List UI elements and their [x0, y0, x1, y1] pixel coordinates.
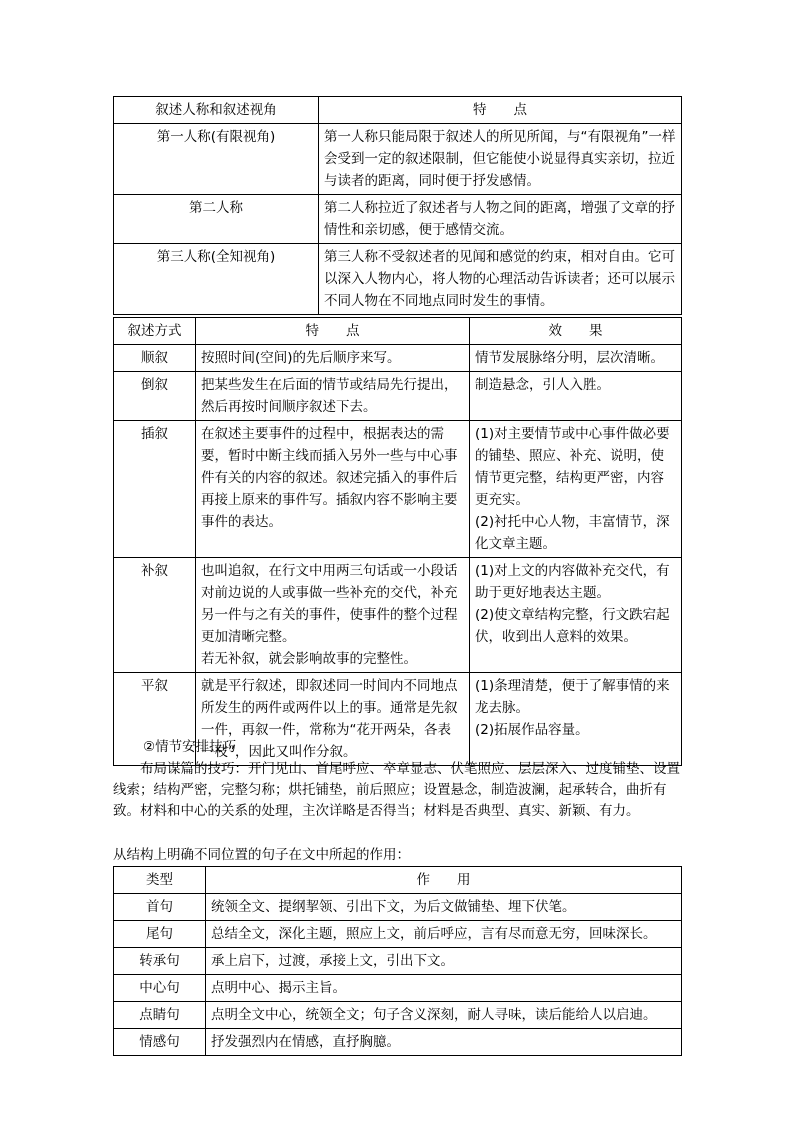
method-effect: [470, 673, 682, 766]
row-label: 中心句: [114, 975, 206, 1002]
effect-line: (1)条理清楚，便于了解事情的来龙去脉。: [475, 678, 670, 716]
narrative-method-table: [113, 317, 682, 766]
method-name: 平叙: [114, 673, 196, 766]
intro-line: 从结构上明确不同位置的句子在文中所起的作用：: [113, 847, 410, 863]
row-content: 总结全文，深化主题，照应上文，前后呼应，言有尽而意无穷，回味深长。: [206, 921, 682, 948]
effect-line: (2)拓展作品容量。: [475, 722, 589, 738]
method-name: 顺叙: [114, 345, 196, 372]
section-heading: ②情节安排技巧: [143, 739, 237, 755]
table-header-row: [114, 97, 682, 124]
header-cell: 特 点: [319, 97, 682, 124]
table-row: [114, 244, 682, 315]
table-header-row: [114, 318, 682, 345]
method-feature: 就是平行叙述，即叙述同一时间内不同地点所发生的两件或两件以上的事。通常是先叙一件，再叙一件，常称为“花开两朵，各表一枝”，因此又叫作分叙。: [196, 673, 470, 766]
row-content: 第二人称拉近了叙述者与人物之间的距离，增强了文章的抒情性和亲切感，便于感情交流。: [319, 195, 682, 244]
narrative-perspective-table: [113, 96, 682, 315]
effect-line: (2)使文章结构完整，行文跌宕起伏，收到出人意料的效果。: [475, 607, 670, 645]
table-row: [114, 195, 682, 244]
table-row: [114, 558, 682, 673]
table-row: [114, 948, 682, 975]
table-row: [114, 894, 682, 921]
method-name: 倒叙: [114, 372, 196, 421]
row-label: 首句: [114, 894, 206, 921]
effect-line: (1)对上文的内容做补充交代，有助于更好地表达主题。: [475, 563, 670, 601]
row-label: 情感句: [114, 1029, 206, 1056]
header-cell: 效 果: [470, 318, 682, 345]
method-feature: 在叙述主要事件的过程中，根据表达的需要，暂时中断主线而插入另外一些与中心事件有关的内容的叙述。叙述完插入的事件后再接上原来的事件写。插叙内容不影响主要事件的表达。: [196, 421, 470, 558]
header-cell: 叙述人称和叙述视角: [114, 97, 319, 124]
method-feature: 把某些发生在后面的情节或结局先行提出，然后再按时间顺序叙述下去。: [196, 372, 470, 421]
header-cell: 作 用: [206, 867, 682, 894]
table-row: [114, 124, 682, 195]
row-content: 承上启下，过渡，承接上文，引出下文。: [206, 948, 682, 975]
table-row: [114, 1002, 682, 1029]
method-name: 补叙: [114, 558, 196, 673]
row-label: 第二人称: [114, 195, 319, 244]
row-content: 第三人称不受叙述者的见闻和感觉的约束，相对自由。它可以深入人物内心，将人物的心理活动告诉读者；还可以展示不同人物在不同地点同时发生的事情。: [319, 244, 682, 315]
row-label: 点睛句: [114, 1002, 206, 1029]
row-content: 抒发强烈内在情感，直抒胸臆。: [206, 1029, 682, 1056]
row-content: 统领全文、提纲挈领、引出下文，为后文做铺垫、埋下伏笔。: [206, 894, 682, 921]
body-paragraph: 布局谋篇的技巧：开门见山、首尾呼应、卒章显志、伏笔照应、层层深入、过度铺垫、设置线索；结构严密，完整匀称；烘托铺垫，前后照应；设置悬念，制造波澜，起承转合，曲折有致。材料和中心的关系的处理，主次详略是否得当；材料是否典型、真实、新颖、有力。: [113, 761, 680, 819]
effect-line: 情节发展脉络分明，层次清晰。: [475, 350, 664, 366]
table-row: [114, 345, 682, 372]
feature-line: 也叫追叙，在行文中用两三句话或一小段话对前边说的人或事做一些补充的交代，补充另一件与之有关的事件，使事件的整个过程更加清晰完整。: [201, 563, 458, 645]
header-cell: 类型: [114, 867, 206, 894]
table-header-row: [114, 867, 682, 894]
effect-line: (1)对主要情节或中心事件做必要的铺垫、照应、补充、说明，使情节更完整，结构更严密，内容更充实。: [475, 426, 670, 508]
method-effect: [470, 558, 682, 673]
effect-line: 制造悬念，引人入胜。: [475, 377, 610, 393]
table-row: [114, 975, 682, 1002]
method-effect: [470, 345, 682, 372]
row-label: 第三人称(全知视角): [114, 244, 319, 315]
row-label: 第一人称(有限视角): [114, 124, 319, 195]
table-row: [114, 421, 682, 558]
table-row: [114, 372, 682, 421]
feature-line: 若无补叙，就会影响故事的完整性。: [201, 651, 417, 667]
table-row: [114, 921, 682, 948]
row-content: 第一人称只能局限于叙述人的所见所闻，与“有限视角”一样会受到一定的叙述限制，但它能使小说显得真实亲切，拉近与读者的距离，同时便于抒发感情。: [319, 124, 682, 195]
row-content: 点明全文中心，统领全文；句子含义深刻，耐人寻味，读后能给人以启迪。: [206, 1002, 682, 1029]
row-label: 转承句: [114, 948, 206, 975]
header-cell: 特 点: [196, 318, 470, 345]
header-cell: 叙述方式: [114, 318, 196, 345]
method-feature: 按照时间(空间)的先后顺序来写。: [196, 345, 470, 372]
method-effect: [470, 372, 682, 421]
row-content: 点明中心、揭示主旨。: [206, 975, 682, 1002]
effect-line: (2)衬托中心人物，丰富情节，深化文章主题。: [475, 514, 670, 552]
sentence-function-table: [113, 866, 682, 1056]
method-feature: [196, 558, 470, 673]
method-effect: [470, 421, 682, 558]
method-name: 插叙: [114, 421, 196, 558]
row-label: 尾句: [114, 921, 206, 948]
table-row: [114, 1029, 682, 1056]
